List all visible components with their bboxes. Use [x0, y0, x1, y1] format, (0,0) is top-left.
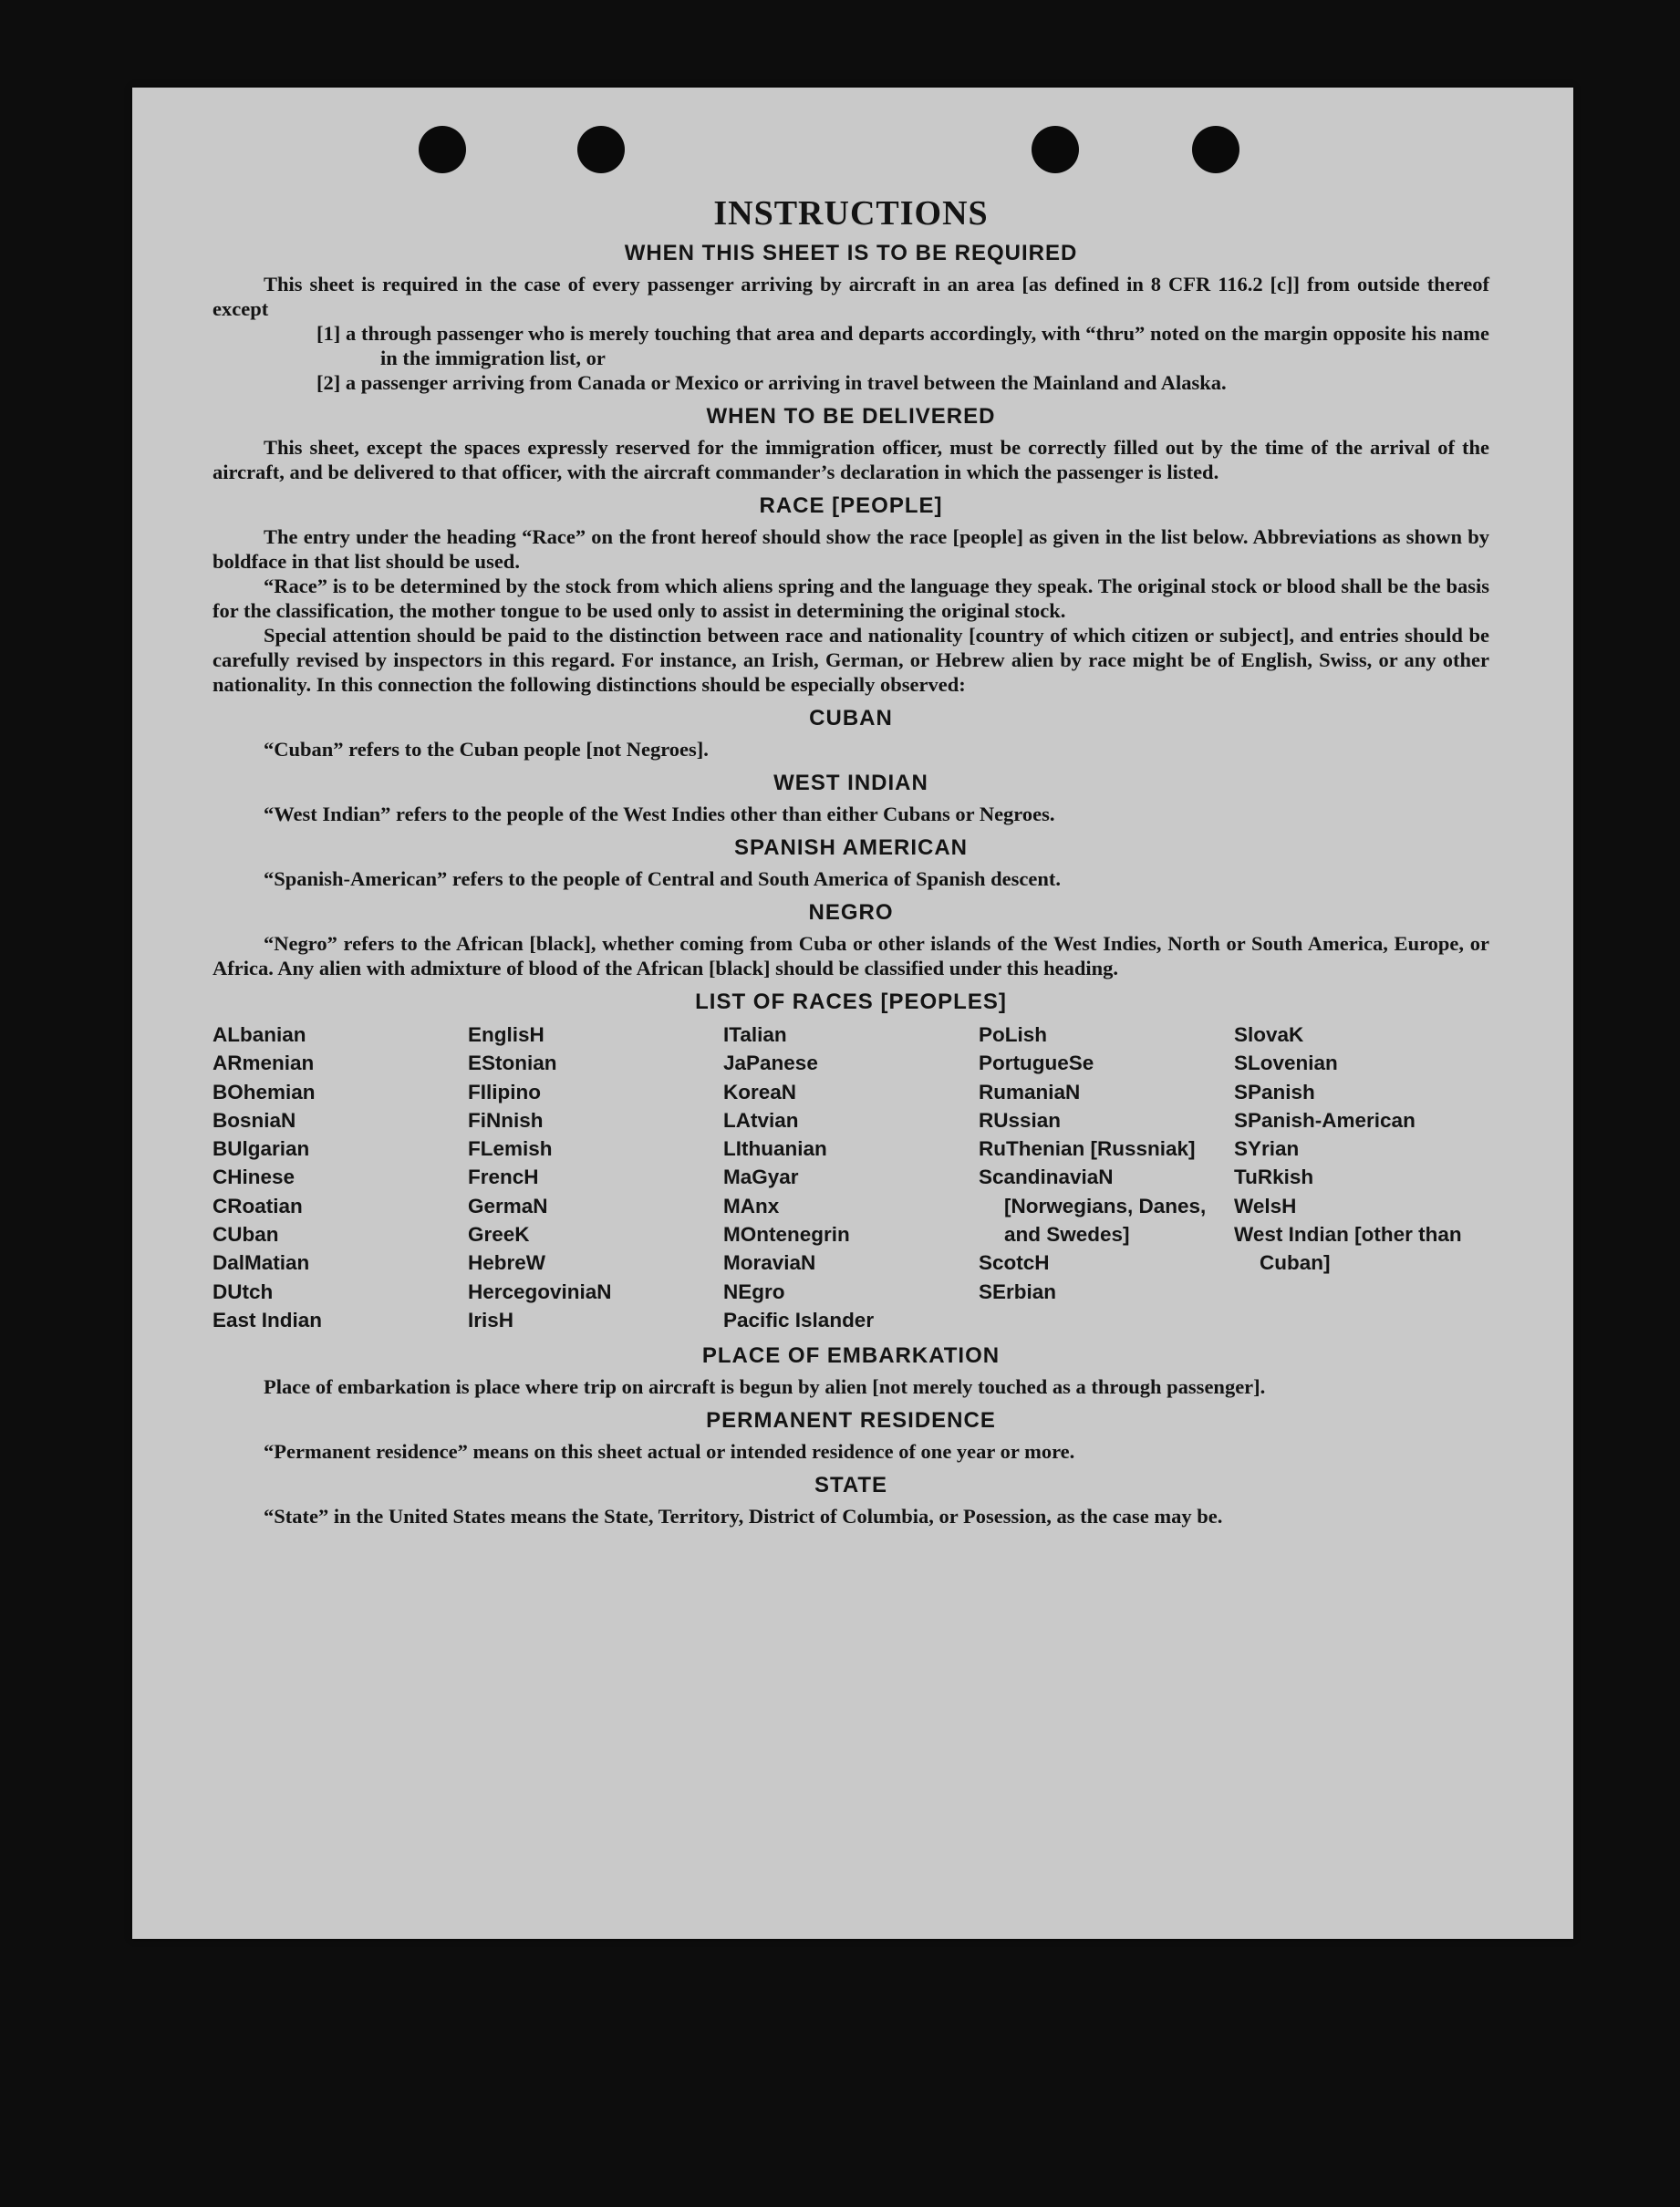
race-entry: TuRkish	[1234, 1166, 1314, 1189]
race-entry: FLemish	[468, 1137, 553, 1161]
race-entry: RumaniaN	[979, 1080, 1081, 1104]
embarkation-paragraph: Place of embarkation is place where trip on aircraft is begun by alien [not merely touched as a through passenger].	[264, 1375, 1266, 1399]
punch-hole	[1032, 126, 1079, 173]
race-entry: MAnx	[723, 1194, 780, 1217]
race-entry: LAtvian	[723, 1108, 799, 1132]
race-paragraph: Special attention should be paid to the distinction between race and nationality [country of which citizen or subject], and entries should be carefully revised by inspectors in this regard. For instance, an Irish, German, or Hebrew alien by race might be of English, Swiss, or any other nationality. In this connection the following distinctions should be especially observed:	[213, 624, 1489, 696]
race-entry: RUssian	[979, 1108, 1062, 1132]
race-entry: ALbanian	[213, 1023, 306, 1046]
races-column	[979, 1021, 1234, 1334]
race-entry: DUtch	[213, 1280, 274, 1303]
section-heading-negro: NEGRO	[808, 900, 894, 925]
race-entry: Pacific Islander	[723, 1308, 875, 1331]
race-entry: KoreaN	[723, 1080, 797, 1104]
race-entry: East Indian	[213, 1308, 323, 1331]
exception-item: [1] a through passenger who is merely touching that area and departs accordingly, with “thru” noted on the margin opposite his name in the immigration list, or	[316, 322, 1489, 369]
races-column	[723, 1021, 979, 1334]
state-paragraph: “State” in the United States means the State, Territory, District of Columbia, or Posession, as the case may be.	[264, 1505, 1223, 1528]
race-entry: CHinese	[213, 1166, 296, 1189]
delivered-paragraph: This sheet, except the spaces expressly reserved for the immigration officer, must be correctly filled out by the time of the arrival of the aircraft, and be delivered to that officer, with the aircraft commander’s declaration in which the passenger is listed.	[213, 436, 1489, 483]
page-title: INSTRUCTIONS	[713, 194, 989, 233]
race-entry: NEgro	[723, 1280, 785, 1303]
races-column	[468, 1021, 723, 1334]
race-entry: PortugueSe	[979, 1052, 1094, 1075]
race-entry: CRoatian	[213, 1194, 303, 1217]
race-entry: SErbian	[979, 1280, 1057, 1303]
cuban-paragraph: “Cuban” refers to the Cuban people [not Negroes].	[264, 738, 709, 761]
west-indian-paragraph: “West Indian” refers to the people of the West Indies other than either Cubans or Negroes.	[264, 803, 1055, 825]
races-list	[213, 1021, 1489, 1334]
races-column	[1234, 1021, 1471, 1334]
race-entry: ARmenian	[213, 1052, 315, 1075]
section-heading-state: STATE	[814, 1473, 888, 1498]
race-entry: West Indian [other than Cuban]	[1234, 1223, 1462, 1275]
punch-hole	[1192, 126, 1239, 173]
negro-paragraph: “Negro” refers to the African [black], whether coming from Cuba or other islands of the West Indies, North or South America, Europe, or Africa. Any alien with admixture of blood of the African [black] should be classified under this heading.	[213, 932, 1489, 979]
race-entry: BUlgarian	[213, 1137, 310, 1161]
race-entry: FrencH	[468, 1166, 539, 1189]
punch-hole	[577, 126, 625, 173]
race-entry: SPanish	[1234, 1080, 1315, 1104]
section-heading-cuban: CUBAN	[809, 706, 893, 730]
residence-paragraph: “Permanent residence” means on this sheet actual or intended residence of one year or more.	[264, 1440, 1075, 1464]
race-entry: ITalian	[723, 1023, 787, 1046]
race-entry: BosniaN	[213, 1108, 296, 1132]
exception-item: [2] a passenger arriving from Canada or Mexico or arriving in travel between the Mainland and Alaska.	[316, 371, 1227, 394]
race-entry: BOhemian	[213, 1080, 316, 1104]
races-column	[213, 1021, 468, 1334]
instructions-body	[213, 193, 1489, 1528]
required-paragraph: This sheet is required in the case of every passenger arriving by aircraft in an area [as defined in 8 CFR 116.2 [c]] from outside thereof except	[213, 273, 1489, 320]
race-paragraph: “Race” is to be determined by the stock from which aliens spring and the language they speak. The original stock or blood shall be the basis for the classification, the mother tongue to be used only to assist in determining the original stock.	[213, 575, 1489, 622]
race-entry: MOntenegrin	[723, 1223, 850, 1247]
race-entry: SYrian	[1234, 1137, 1300, 1161]
race-entry: EStonian	[468, 1052, 557, 1075]
race-entry: MaGyar	[723, 1166, 799, 1189]
race-entry: EnglisH	[468, 1023, 544, 1046]
race-entry: SPanish-American	[1234, 1108, 1416, 1132]
race-entry: RuThenian [Russniak]	[979, 1137, 1196, 1161]
race-entry: WelsH	[1234, 1194, 1297, 1217]
race-paragraph: The entry under the heading “Race” on the front hereof should show the race [people] as given in the list below. Abbreviations as shown by boldface in that list should be used.	[213, 525, 1489, 573]
race-entry: GermaN	[468, 1194, 548, 1217]
section-heading-list: LIST OF RACES [PEOPLES]	[695, 990, 1007, 1014]
race-entry: FiNnish	[468, 1108, 544, 1132]
section-heading-embarkation: PLACE OF EMBARKATION	[701, 1343, 1001, 1369]
race-entry: MoraviaN	[723, 1251, 816, 1275]
race-entry: GreeK	[468, 1223, 530, 1247]
section-heading-race: RACE [PEOPLE]	[759, 493, 943, 518]
spanish-american-paragraph: “Spanish-American” refers to the people of Central and South America of Spanish descent.	[264, 867, 1061, 890]
race-entry: DalMatian	[213, 1251, 310, 1275]
race-entry: HebreW	[468, 1251, 546, 1275]
section-heading-required: WHEN THIS SHEET IS TO BE REQUIRED	[624, 241, 1078, 265]
race-entry: LIthuanian	[723, 1137, 827, 1161]
race-entry: ScotcH	[979, 1251, 1050, 1275]
section-heading-residence: PERMANENT RESIDENCE	[706, 1408, 996, 1434]
race-entry: HercegoviniaN	[468, 1280, 612, 1303]
race-entry: JaPanese	[723, 1052, 818, 1075]
race-entry: PoLish	[979, 1023, 1048, 1046]
race-entry: ScandinaviaN [Norwegians, Danes, and Swedes]	[979, 1166, 1207, 1247]
race-entry: CUban	[213, 1223, 279, 1247]
race-entry: IrisH	[468, 1308, 514, 1331]
race-entry: FIlipino	[468, 1080, 541, 1104]
section-heading-delivered: WHEN TO BE DELIVERED	[706, 404, 996, 429]
section-heading-west-indian: WEST INDIAN	[773, 771, 928, 795]
instruction-sheet	[132, 88, 1573, 1939]
race-entry: SlovaK	[1234, 1023, 1304, 1046]
race-entry: SLovenian	[1234, 1052, 1338, 1075]
section-heading-spanish-american: SPANISH AMERICAN	[733, 835, 968, 860]
punch-hole	[419, 126, 466, 173]
